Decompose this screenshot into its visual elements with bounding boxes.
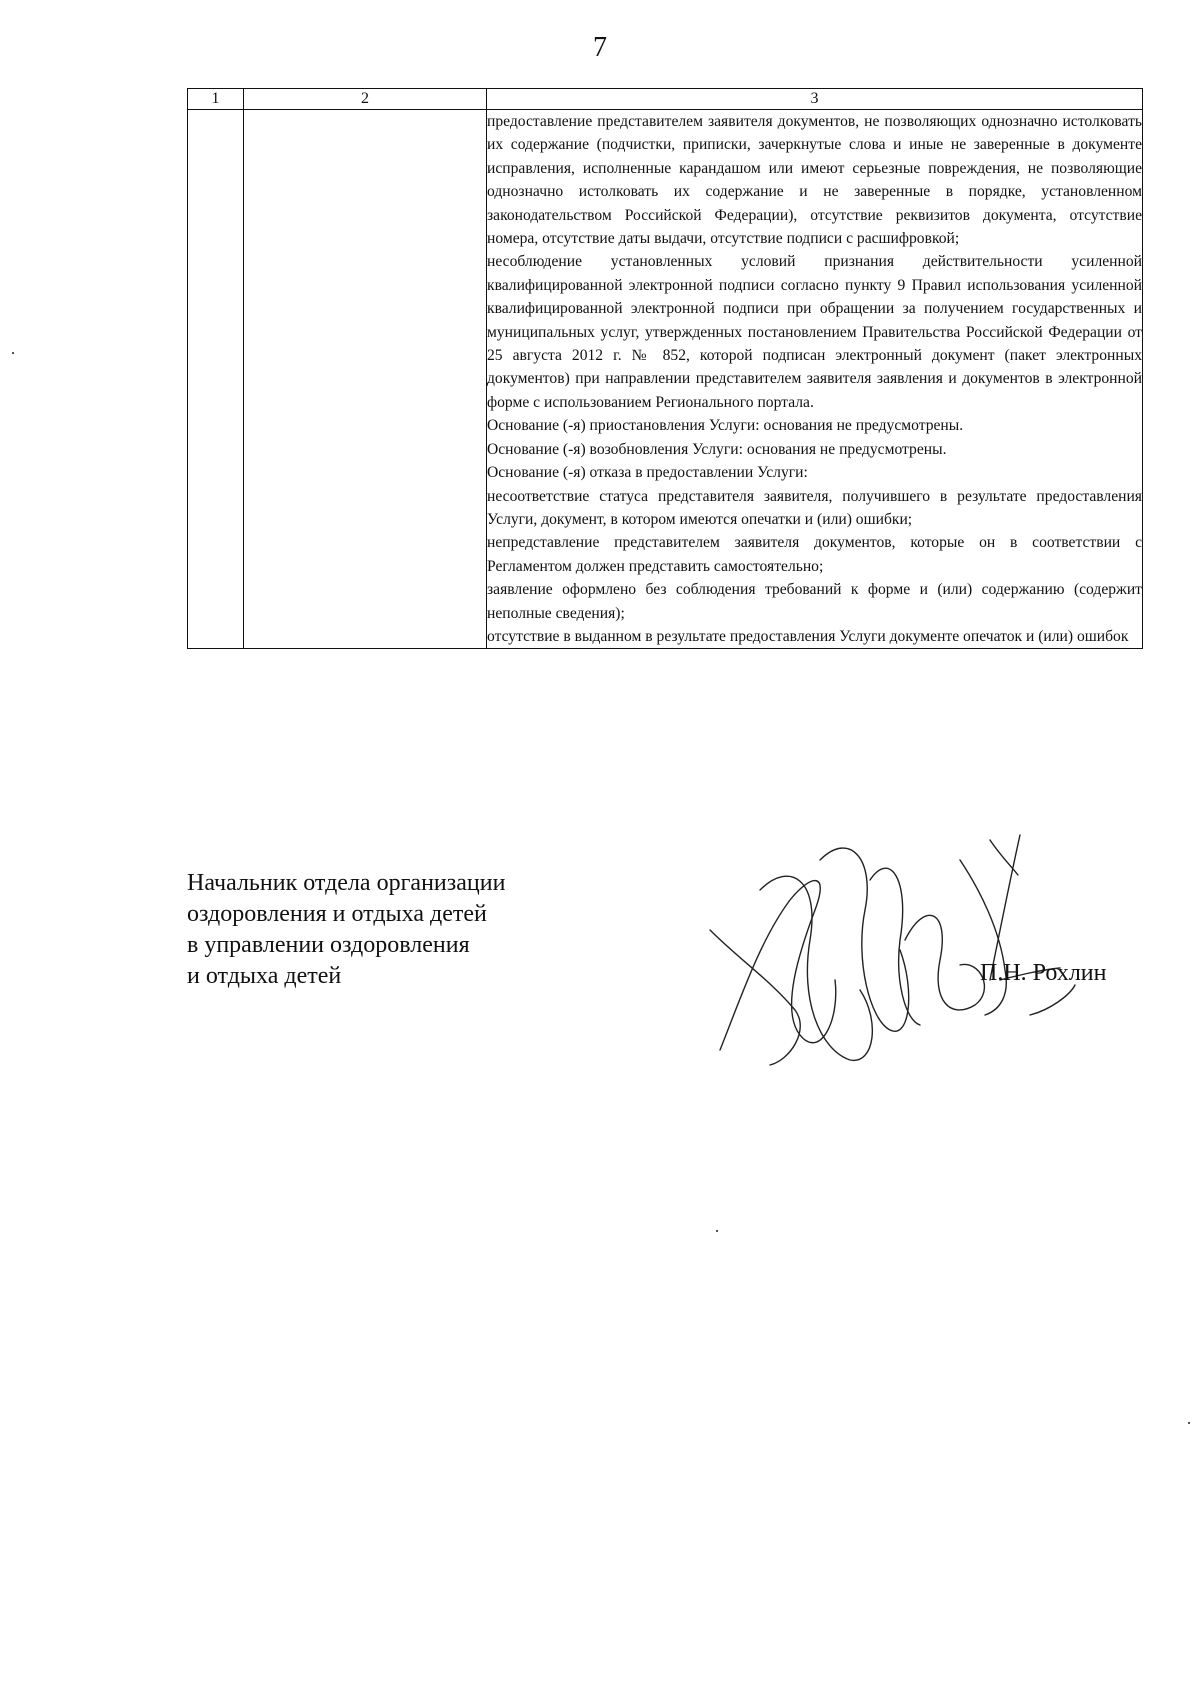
page-number: 7 xyxy=(593,32,607,63)
signatory-title-line: Начальник отдела организации xyxy=(187,870,506,896)
paragraph-signature-conditions: несоблюдение установленных условий признания действительности усиленной квалифицированной электронной подписи согласно пункту 9 Правил использования усиленной квалифицированной электронной подписи при обращении за получением государственных и муниципальных услуг, утвержденных постановлением Правительства Российской Федерации от 25 августа 2012 г. № 852, которой подписан электронный документ (пакет электронных документов) при направлении представителем заявителя заявления и документов в электронной форме с использованием Регионального портала. xyxy=(487,253,1142,411)
table-header-col-3: 3 xyxy=(487,89,1143,110)
paragraph-refusal-grounds-heading: Основание (-я) отказа в предоставлении Услуги: xyxy=(487,464,808,482)
scan-speck xyxy=(12,352,14,354)
paragraph-suspension-grounds: Основание (-я) приостановления Услуги: основания не предусмотрены. xyxy=(487,417,964,435)
table-cell-col-2 xyxy=(244,110,487,649)
table-header-col-1: 1 xyxy=(188,89,244,110)
paragraph-refusal-missing-documents: непредставление представителем заявителя документов, которые он в соответствии с Регламентом должен представить самостоятельно; xyxy=(487,534,1142,575)
table-header-row xyxy=(188,89,1143,110)
signatory-title-line: в управлении оздоровления xyxy=(187,932,470,958)
document-table xyxy=(187,88,1143,649)
table-row xyxy=(188,110,1143,649)
paragraph-document-defects: предоставление представителем заявителя документов, не позволяющих однозначно истолковать их содержание (подчистки, приписки, зачеркнутые слова и иные не заверенные в документе исправления, исполненные карандашом или имеют серьезные повреждения, не позволяющие однозначно истолковать их содержание и не заверенные в порядке, установленном законодательством Российской Федерации), отсутствие реквизитов документа, отсутствие номера, отсутствие даты выдачи, отсутствие подписи с расшифровкой; xyxy=(487,113,1142,248)
paragraph-refusal-status-mismatch: несоответствие статуса представителя заявителя, получившего в результате предоставления Услуги, документ, в котором имеются опечатки и (или) ошибки; xyxy=(487,487,1142,528)
paragraph-refusal-form-requirements: заявление оформлено без соблюдения требований к форме и (или) содержанию (содержит неполные сведения); xyxy=(487,581,1142,622)
scan-speck xyxy=(716,1230,718,1232)
signatory-title xyxy=(187,868,505,992)
paragraph-resumption-grounds: Основание (-я) возобновления Услуги: основания не предусмотрены. xyxy=(487,440,947,458)
table-header-col-2: 2 xyxy=(244,89,487,110)
signatory-title-line: и отдыха детей xyxy=(187,963,342,989)
table-cell-col-3 xyxy=(487,110,1143,649)
table-cell-col-1 xyxy=(188,110,244,649)
signatory-name: П.Н. Рохлин xyxy=(980,960,1107,986)
signatory-title-line: оздоровления и отдыха детей xyxy=(187,901,487,927)
handwritten-signature xyxy=(700,820,1150,1080)
scan-speck xyxy=(1188,1422,1190,1424)
paragraph-refusal-no-errors: отсутствие в выданном в результате предоставления Услуги документе опечаток и (или) ошибок xyxy=(487,627,1129,645)
